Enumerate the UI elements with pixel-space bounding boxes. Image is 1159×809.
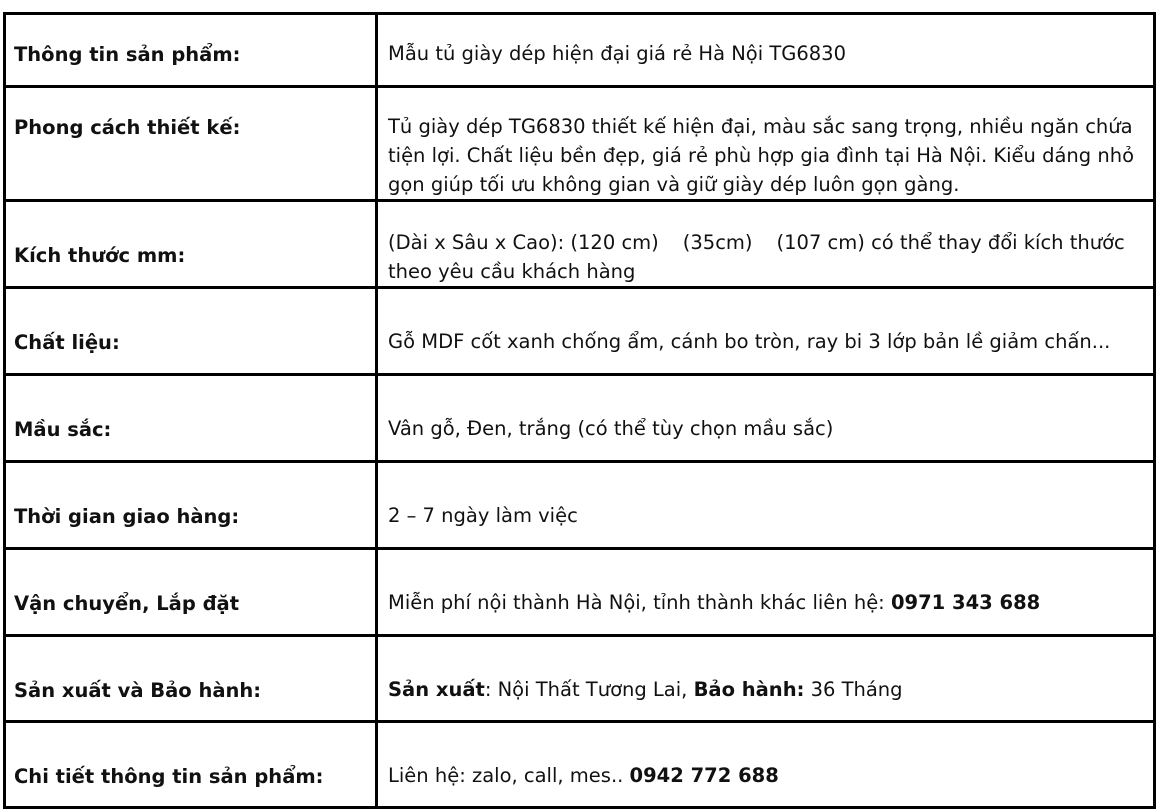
table-row: [5, 14, 1155, 87]
dimension-height: (107 cm) có thể thay đổi kích thước theo yêu cầu khách hàng: [388, 231, 1125, 283]
product-spec-table: [3, 12, 1156, 809]
contact-text: Liên hệ: zalo, call, mes..: [388, 764, 630, 787]
row-value: Gỗ MDF cốt xanh chống ẩm, cánh bo tròn, ray bi 3 lớp bản lề giảm chấn...: [377, 288, 1155, 375]
row-value: Tủ giày dép TG6830 thiết kế hiện đại, màu sắc sang trọng, nhiều ngăn chứa tiện lợi. Chất liệu bền đẹp, giá rẻ phù hợp gia đình tại Hà Nội. Kiểu dáng nhỏ gọn giúp tối ưu không gian và giữ giày dép luôn gọn gàng.: [377, 87, 1155, 201]
row-value: Mẫu tủ giày dép hiện đại giá rẻ Hà Nội TG6830: [377, 14, 1155, 87]
shipping-text: Miễn phí nội thành Hà Nội, tỉnh thành khác liên hệ:: [388, 591, 891, 614]
dimension-length: (Dài x Sâu x Cao): (120 cm): [388, 231, 659, 254]
row-label: Thông tin sản phẩm:: [5, 14, 377, 87]
table-row: [5, 462, 1155, 549]
row-label: Vận chuyển, Lắp đặt: [5, 549, 377, 636]
row-label: Phong cách thiết kế:: [5, 87, 377, 201]
table-row: [5, 636, 1155, 722]
shipping-phone: 0971 343 688: [890, 591, 1041, 614]
table-row: [5, 549, 1155, 636]
table-row: [5, 87, 1155, 201]
row-label: Thời gian giao hàng:: [5, 462, 377, 549]
dimension-depth: (35cm): [682, 231, 753, 254]
row-value: Vân gỗ, Đen, trắng (có thể tùy chọn mầu sắc): [377, 375, 1155, 462]
contact-phone: 0942 772 688: [629, 764, 779, 787]
row-label: Sản xuất và Bảo hành:: [5, 636, 377, 722]
table-row: [5, 288, 1155, 375]
warranty-value: 36 Tháng: [804, 678, 903, 701]
table-row: [5, 722, 1155, 808]
table-row: [5, 201, 1155, 288]
row-label: Chi tiết thông tin sản phẩm:: [5, 722, 377, 808]
row-label: Mầu sắc:: [5, 375, 377, 462]
row-value: 2 – 7 ngày làm việc: [377, 462, 1155, 549]
row-label: Kích thước mm:: [5, 201, 377, 288]
manufacturer-value: : Nội Thất Tương Lai,: [484, 678, 694, 701]
manufacturer-label: Sản xuất: [388, 678, 485, 701]
row-value: [377, 636, 1155, 722]
row-value: [377, 722, 1155, 808]
warranty-label: Bảo hành:: [693, 678, 805, 701]
row-value: [377, 201, 1155, 288]
row-value: [377, 549, 1155, 636]
table-row: [5, 375, 1155, 462]
row-label: Chất liệu:: [5, 288, 377, 375]
